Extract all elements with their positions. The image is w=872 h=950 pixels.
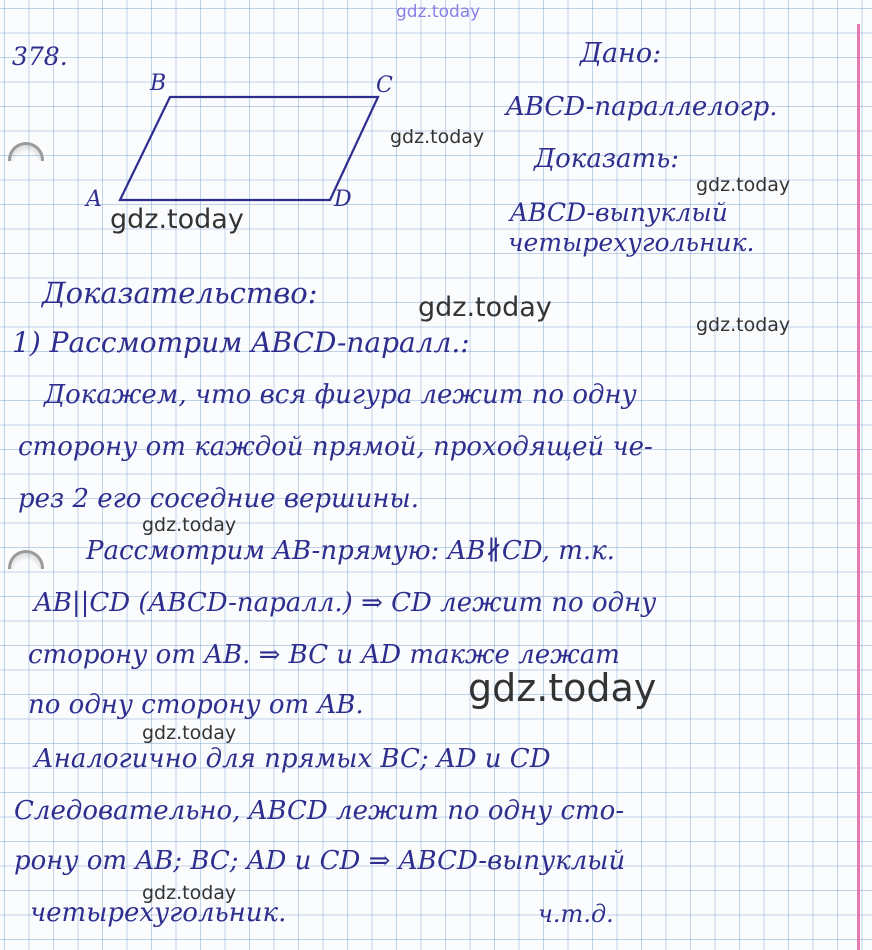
proof-heading: Доказательство: (42, 276, 318, 310)
proof-line-1: 1) Рассмотрим ABCD-паралл.: (12, 326, 470, 359)
proof-line-2: Докажем, что вся фигура лежит по одну (44, 380, 637, 410)
vertex-label-b: B (150, 71, 167, 96)
proof-line-12: четырехугольник. (30, 898, 287, 928)
watermark: gdz.today (110, 204, 244, 235)
watermark: gdz.today (418, 292, 552, 323)
proof-line-3: сторону от каждой прямой, проходящей че- (18, 432, 653, 462)
binder-hole-middle (8, 550, 44, 569)
proof-line-8: по одну сторону от AB. (28, 690, 364, 720)
qed-mark: ч.т.д. (538, 900, 614, 928)
problem-number: 378. (12, 42, 68, 71)
proof-line-7: сторону от AB. ⇒ BC и AD также лежат (28, 640, 620, 670)
watermark: gdz.today (696, 174, 791, 196)
watermark: gdz.today (142, 882, 237, 904)
prove-line-2: четырехугольник. (508, 228, 755, 257)
prove-line-1: ABCD-выпуклый (510, 198, 728, 227)
proof-line-5: Рассмотрим AB-прямую: AB∦CD, т.к. (86, 536, 615, 566)
watermark: gdz.today (142, 722, 237, 744)
margin-line (857, 24, 860, 950)
watermark: gdz.today (390, 126, 485, 148)
binder-hole-top (8, 142, 44, 161)
vertex-label-d: D (334, 187, 352, 212)
watermark: gdz.today (468, 666, 657, 710)
proof-line-6: AB||CD (ABCD-паралл.) ⇒ CD лежит по одну (34, 588, 657, 618)
proof-line-11: рону от AB; BC; AD и CD ⇒ ABCD-выпуклый (14, 846, 626, 876)
vertex-label-a: A (86, 187, 102, 212)
watermark: gdz.today (696, 314, 791, 336)
vertex-label-c: C (376, 73, 393, 98)
parallelogram-figure (70, 60, 400, 220)
proof-line-4: рез 2 его соседние вершины. (18, 484, 419, 514)
given-line: ABCD-параллелогр. (506, 92, 778, 122)
given-heading: Дано: (580, 38, 662, 69)
watermark: gdz.today (142, 514, 237, 536)
parallelogram-abcd (120, 97, 378, 200)
prove-heading: Доказать: (534, 144, 680, 174)
proof-line-9: Аналогично для прямых BC; AD и CD (34, 744, 551, 774)
proof-line-10: Следовательно, ABCD лежит по одну сто- (14, 796, 625, 826)
watermark-top: gdz.today (396, 2, 481, 22)
